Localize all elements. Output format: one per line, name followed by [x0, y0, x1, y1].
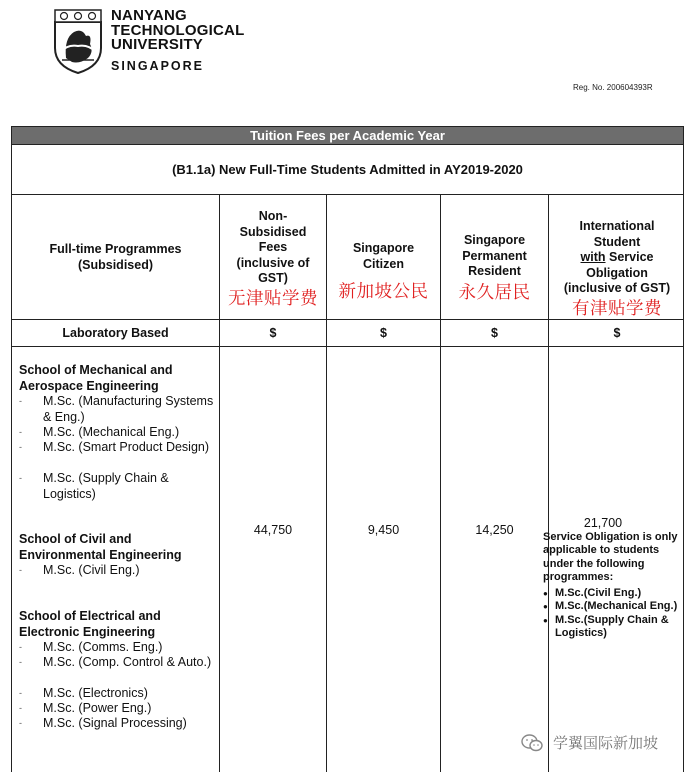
header-international: [549, 219, 685, 319]
table-title: Tuition Fees per Academic Year: [12, 127, 683, 144]
lab-based-label: Laboratory Based: [62, 326, 169, 340]
fee-non-subsidised: 44,750: [253, 523, 293, 537]
header-non-subsidised-line-1: Non-: [258, 209, 288, 223]
currency-non-subsidised: $: [269, 326, 277, 340]
service-obligation-item: ● M.Sc.(Civil Eng.): [543, 587, 678, 601]
header-non-subsidised: [220, 209, 326, 309]
programme-label: M.Sc. (Comms. Eng.): [43, 640, 163, 654]
header-programmes-line-2: (Subsidised): [77, 257, 153, 272]
header-intl-with: with: [580, 250, 606, 264]
bullet-dash: -: [19, 642, 22, 652]
tuition-fees-table: [11, 126, 684, 772]
programme-label: M.Sc. (Signal Processing): [43, 716, 187, 730]
programme-label: M.Sc. (Electronics): [43, 686, 148, 700]
watermark-text: 学翼国际新加坡: [553, 735, 659, 752]
bullet-dash: -: [19, 427, 22, 437]
header-non-subsidised-line-3: Fees: [258, 240, 288, 254]
programme-label: M.Sc. (Mechanical Eng.): [43, 425, 180, 439]
bullet-dash: -: [19, 396, 22, 406]
programme-label: M.Sc. (Smart Product Design): [43, 440, 210, 454]
service-obligation-item: ● M.Sc.(Supply Chain & Logistics): [543, 614, 678, 641]
international-fee-cell: [543, 517, 678, 641]
table-subtitle: [12, 144, 683, 195]
header-citizen: [327, 241, 440, 302]
bullet-dash: -: [19, 718, 22, 728]
header-intl-line-4: Obligation: [586, 265, 648, 280]
header-pr-line-1: Singapore: [463, 233, 526, 247]
ntu-logo-icon: [52, 8, 104, 74]
header-pr-line-2: Permanent: [462, 248, 527, 263]
programme-label: M.Sc. (Manufacturing Systems & Eng.): [43, 394, 214, 424]
header-non-subsidised-cn: 无津贴学费: [228, 287, 318, 308]
bullet-dash: -: [19, 442, 22, 452]
university-country: SINGAPORE: [111, 59, 205, 73]
header-programmes: [12, 196, 219, 319]
university-name-line-2: TECHNOLOGICAL: [111, 21, 245, 39]
currency-pr: $: [491, 326, 498, 340]
university-name-line-1: NANYANG: [111, 7, 187, 24]
header-intl-line-1: International: [579, 219, 655, 233]
university-name-line-3: UNIVERSITY: [111, 36, 204, 53]
school-eee-title: School of Electrical and Electronic Engineering: [19, 609, 161, 639]
university-name: [111, 9, 244, 53]
header-intl-line-2: Student: [593, 234, 641, 249]
service-obligation-note: Service Obligation is only applicable to students under the following programmes:: [543, 530, 678, 583]
service-obligation-list: [543, 587, 678, 641]
programme-label: M.Sc. (Civil Eng.): [43, 563, 140, 577]
registration-number: Reg. No. 200604393R: [573, 83, 653, 92]
bullet-dash: -: [19, 473, 22, 483]
header-pr-line-3: Resident: [468, 264, 521, 278]
watermark: [521, 732, 658, 753]
header-non-subsidised-line-2: Subsidised: [239, 224, 307, 239]
header-citizen-line-1: Singapore: [352, 241, 415, 255]
header-pr: [441, 233, 548, 303]
fee-citizen: 9,450: [367, 523, 400, 537]
programme-label: M.Sc. (Comp. Control & Auto.): [43, 655, 212, 669]
header-intl-service: Service: [605, 250, 654, 264]
currency-citizen: $: [380, 326, 387, 340]
school-cee-title: School of Civil and Environmental Engineering: [19, 532, 182, 562]
service-obligation-item: ● M.Sc.(Mechanical Eng.): [543, 600, 678, 614]
header-intl-line-5: (inclusive of GST): [563, 281, 671, 295]
header-citizen-line-2: Citizen: [363, 256, 404, 271]
bullet-dash: -: [19, 703, 22, 713]
programme-label: M.Sc. (Power Eng.): [43, 701, 152, 715]
header-pr-cn: 永久居民: [458, 281, 531, 302]
currency-international: $: [613, 326, 621, 340]
bullet-dash: -: [19, 565, 22, 575]
wechat-icon: [521, 734, 543, 752]
header-non-subsidised-line-5: GST): [258, 271, 288, 285]
programme-label: M.Sc. (Supply Chain & Logistics): [43, 471, 169, 501]
header-intl-line-3: [581, 250, 654, 266]
row-divider: [12, 346, 683, 347]
bullet-dash: -: [19, 657, 22, 667]
header-non-subsidised-line-4: (inclusive of: [236, 255, 310, 270]
header-programmes-line-1: Full-time Programmes: [49, 242, 182, 256]
table-subtitle-text: (B1.1a) New Full-Time Students Admitted in AY2019-2020: [172, 162, 523, 177]
header-intl-cn: 有津贴学费: [572, 297, 662, 318]
fee-pr: 14,250: [475, 523, 514, 537]
bullet-dash: -: [19, 688, 22, 698]
fee-international: 21,700: [583, 516, 623, 530]
school-mae-title: School of Mechanical and Aerospace Engineering: [19, 363, 173, 393]
header-citizen-cn: 新加坡公民: [338, 281, 429, 301]
